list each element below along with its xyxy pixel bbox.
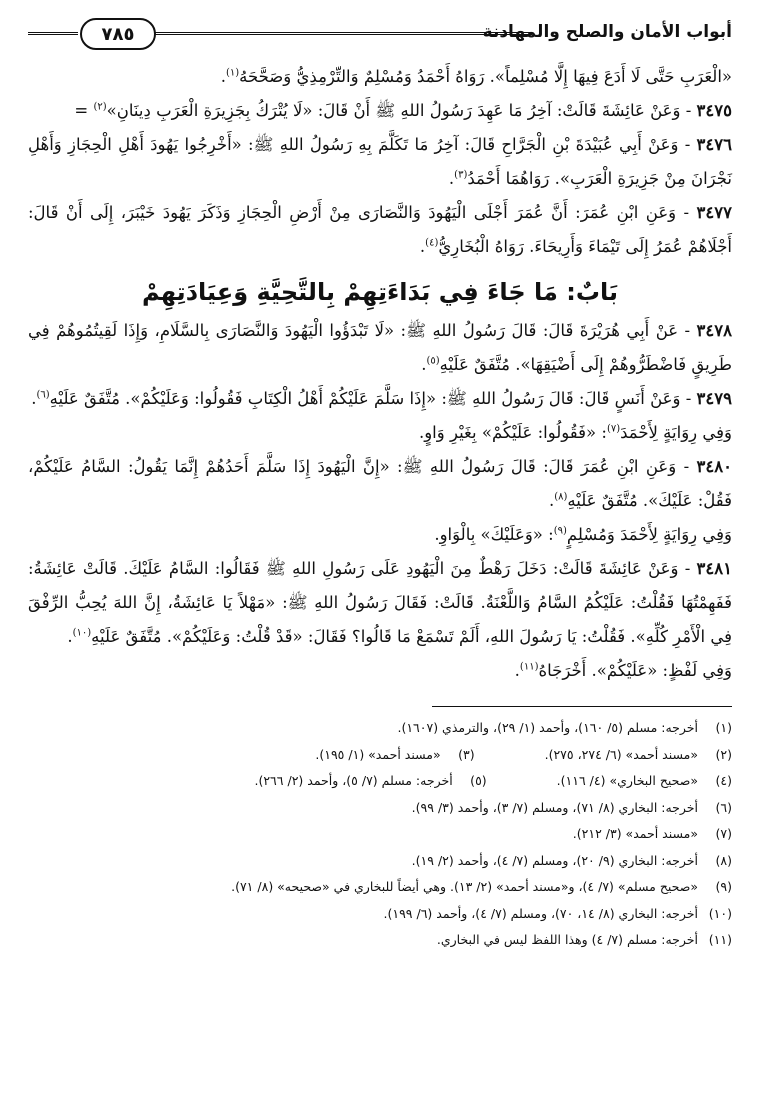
hadith-number: ٣٤٧٩ [696,389,732,408]
footnote-ref: (٨) [554,491,568,503]
footnotes [28,715,732,954]
footnote-ref: (٩) [553,525,567,537]
paragraph-continuation: «الْعَرَبِ حَتَّى لَا أَدَعَ فِيهَا إِلَّا مُسْلِماً». رَوَاهُ أَحْمَدُ وَمُسْلِمٌ وَالتِّرْمِذِيُّ وَصَحَّحَهُ$^{(١)}$. [220,67,732,86]
page-header [28,16,732,60]
running-title: أبواب الأمان والصلح والمهادنة [482,22,732,42]
footnote: (٢) «مسند أحمد» (٦/ ٢٧٤، ٢٧٥). (٣) «مسند أحمد» (١/ ١٩٥). [315,746,732,762]
footnote-ref: (٢) [93,101,107,113]
footnote-ref: (١) [225,67,240,79]
main-text [28,60,732,688]
footnote-ref: (١٠) [72,627,92,639]
footnote-ref: (٣) [454,169,468,181]
hadith-number: ٣٤٧٦ [696,135,732,154]
hadith-3477: ٣٤٧٧ - وَعَنِ ابْنِ عُمَرَ: أَنَّ عُمَرَ أَجْلَى الْيَهُودَ وَالنَّصَارَى مِنْ أَرْضِ الْحِجَازِ وَذَكَرَ يَهُودَ خَيْبَرَ، إِلَى أَنْ قَالَ: أَجْلَاهُمْ عُمَرُ إِلَى تَيْمَاءَ وَأَرِيحَاءَ. رَوَاهُ الْبُخَارِيُّ$^{(٤)}$. [28,203,732,256]
book-page [28,16,732,1096]
hadith-3478: ٣٤٧٨ - عَنْ أَبِي هُرَيْرَةَ قَالَ: قَالَ رَسُولُ اللهِ ﷺ: «لَا تَبْدَؤُوا الْيَهُودَ وَالنَّصَارَى بِالسَّلَامِ، وَإِذَا لَقِيتُمُوهُمْ فِي طَرِيقٍ فَاضْطَرُّوهُمْ إِلَى أَضْيَقِهَا». مُتَّفَقٌ عَلَيْهِ$^{(٥)}$. [28,321,732,374]
footnote: (٩) «صحيح مسلم» (٧/ ٤)، و«مسند أحمد» (٢/ ١٣). وهي أيضاً للبخاري في «صحيحه» (٨/ ٧١). [231,879,732,894]
footnote: (١١) أخرجه: مسلم (٧/ ٤) وهذا اللفظ ليس في البخاري. [436,932,732,947]
hadith-3481: ٣٤٨١ - وَعَنْ عَائِشَةَ قَالَتْ: دَخَلَ رَهْطٌ مِنَ الْيَهُودِ عَلَى رَسُولِ اللهِ ﷺ فَقَالُوا: السَّامُ عَلَيْكَ. قَالَتْ عَائِشَةُ: فَفَهِمْتُهَا فَقُلْتُ: عَلَيْكُمُ السَّامُ وَاللَّعْنَةُ. قَالَتْ: فَقَالَ رَسُولُ اللهِ ﷺ: «مَهْلاً يَا عَائِشَةُ، إِنَّ اللهَ يُحِبُّ الرِّفْقَ فِي الْأَمْرِ كُلِّهِ». فَقُلْتُ: يَا رَسُولَ اللهِ، أَلَمْ تَسْمَعْ مَا قَالُوا؟ فَقَالَ: «قَدْ قُلْتُ: وَعَلَيْكُمْ». مُتَّفَقٌ عَلَيْهِ$^{(١٠)}$. [28,559,732,646]
hadith-3480-variant: وَفِي رِوَايَةٍ لِأَحْمَدَ وَمُسْلِمٍ$^{(٩)}$: «وَعَلَيْكَ» بِالْوَاوِ. [434,525,732,544]
footnote-ref: (٥) [426,355,440,367]
footnote-ref: (٦) [36,389,50,401]
footnote: (١٠) أخرجه: البخاري (٨/ ١٤، ٧٠)، ومسلم (٧/ ٤)، وأحمد (٦/ ١٩٩). [383,905,732,921]
hadith-3479: ٣٤٧٩ - وَعَنْ أَنَسٍ قَالَ: قَالَ رَسُولُ اللهِ ﷺ: «إِذَا سَلَّمَ عَلَيْكُمْ أَهْلُ الْكِتَابِ فَقُولُوا: وَعَلَيْكُمْ». مُتَّفَقٌ عَلَيْهِ$^{(٦)}$. [31,389,732,408]
hadith-3479-variant: وَفِي رِوَايَةٍ لِأَحْمَدَ$^{(٧)}$: «فَقُولُوا: عَلَيْكُمْ» بِغَيْرِ وَاوٍ. [418,423,732,442]
hadith-3475: ٣٤٧٥ - وَعَنْ عَائِشَةَ قَالَتْ: آخِرُ مَا عَهِدَ رَسُولُ اللهِ ﷺ أَنْ قَالَ: «لَا يُتْرَكُ بِجَزِيرَةِ الْعَرَبِ دِينَانِ»$^{(٢)}$ = [74,101,732,120]
footnote-ref: (١١) [519,661,539,673]
hadith-number: ٣٤٨١ [696,559,732,578]
hadith-number: ٣٤٧٥ [696,101,732,120]
hadith-3481-variant: وَفِي لَفْظٍ: «عَلَيْكُمْ». أَخْرَجَاهُ$^{(١١)}$. [514,661,732,680]
footnote: (١) أخرجه: مسلم (٥/ ١٦٠)، وأحمد (١/ ٢٩)، والترمذي (١٦٠٧). [397,720,732,735]
footnote-ref: (٧) [606,423,621,435]
header-rule [154,32,532,35]
footnote-ref: (٤) [425,237,439,249]
footnote: (٦) أخرجه: البخاري (٨/ ٧١)، ومسلم (٧/ ٣)، وأحمد (٣/ ٩٩). [411,799,732,815]
footnote-separator [432,706,732,707]
footnote: (٨) أخرجه: البخاري (٩/ ٢٠)، ومسلم (٧/ ٤)، وأحمد (٢/ ١٩). [411,852,732,868]
hadith-3476: ٣٤٧٦ - وَعَنْ أَبِي عُبَيْدَةَ بْنِ الْجَرَّاحِ قَالَ: آخِرُ مَا تَكَلَّمَ بِهِ رَسُولُ اللهِ ﷺ: «أَخْرِجُوا يَهُودَ أَهْلِ الْحِجَازِ وَأَهْلِ نَجْرَانَ مِنْ جَزِيرَةِ الْعَرَبِ». رَوَاهُمَا أَحْمَدُ$^{(٣)}$. [28,135,732,188]
hadith-number: ٣٤٨٠ [696,457,732,476]
footnote: (٤) «صحيح البخاري» (٤/ ١١٦). (٥) أخرجه: مسلم (٧/ ٥)، وأحمد (٢/ ٢٦٦). [254,773,732,788]
chapter-heading: بَابٌ: مَا جَاءَ فِي بَدَاءَتِهِمْ بِالتَّحِيَّةِ وَعِيَادَتِهِمْ [142,278,618,306]
header-rule-left [28,32,78,35]
hadith-number: ٣٤٧٨ [696,321,732,340]
page-number: ٧٨٥ [80,18,156,50]
footnote: (٧) «مسند أحمد» (٣/ ٢١٢). [572,826,732,841]
hadith-3480: ٣٤٨٠ - وَعَنِ ابْنِ عُمَرَ قَالَ: قَالَ رَسُولُ اللهِ ﷺ: «إِنَّ الْيَهُودَ إِذَا سَلَّمَ أَحَدُهُمْ إِنَّمَا يَقُولُ: السَّامُ عَلَيْكُمْ، فَقُلْ: عَلَيْكَ». مُتَّفَقٌ عَلَيْهِ$^{(٨)}$. [28,457,732,510]
hadith-number: ٣٤٧٧ [696,203,732,222]
